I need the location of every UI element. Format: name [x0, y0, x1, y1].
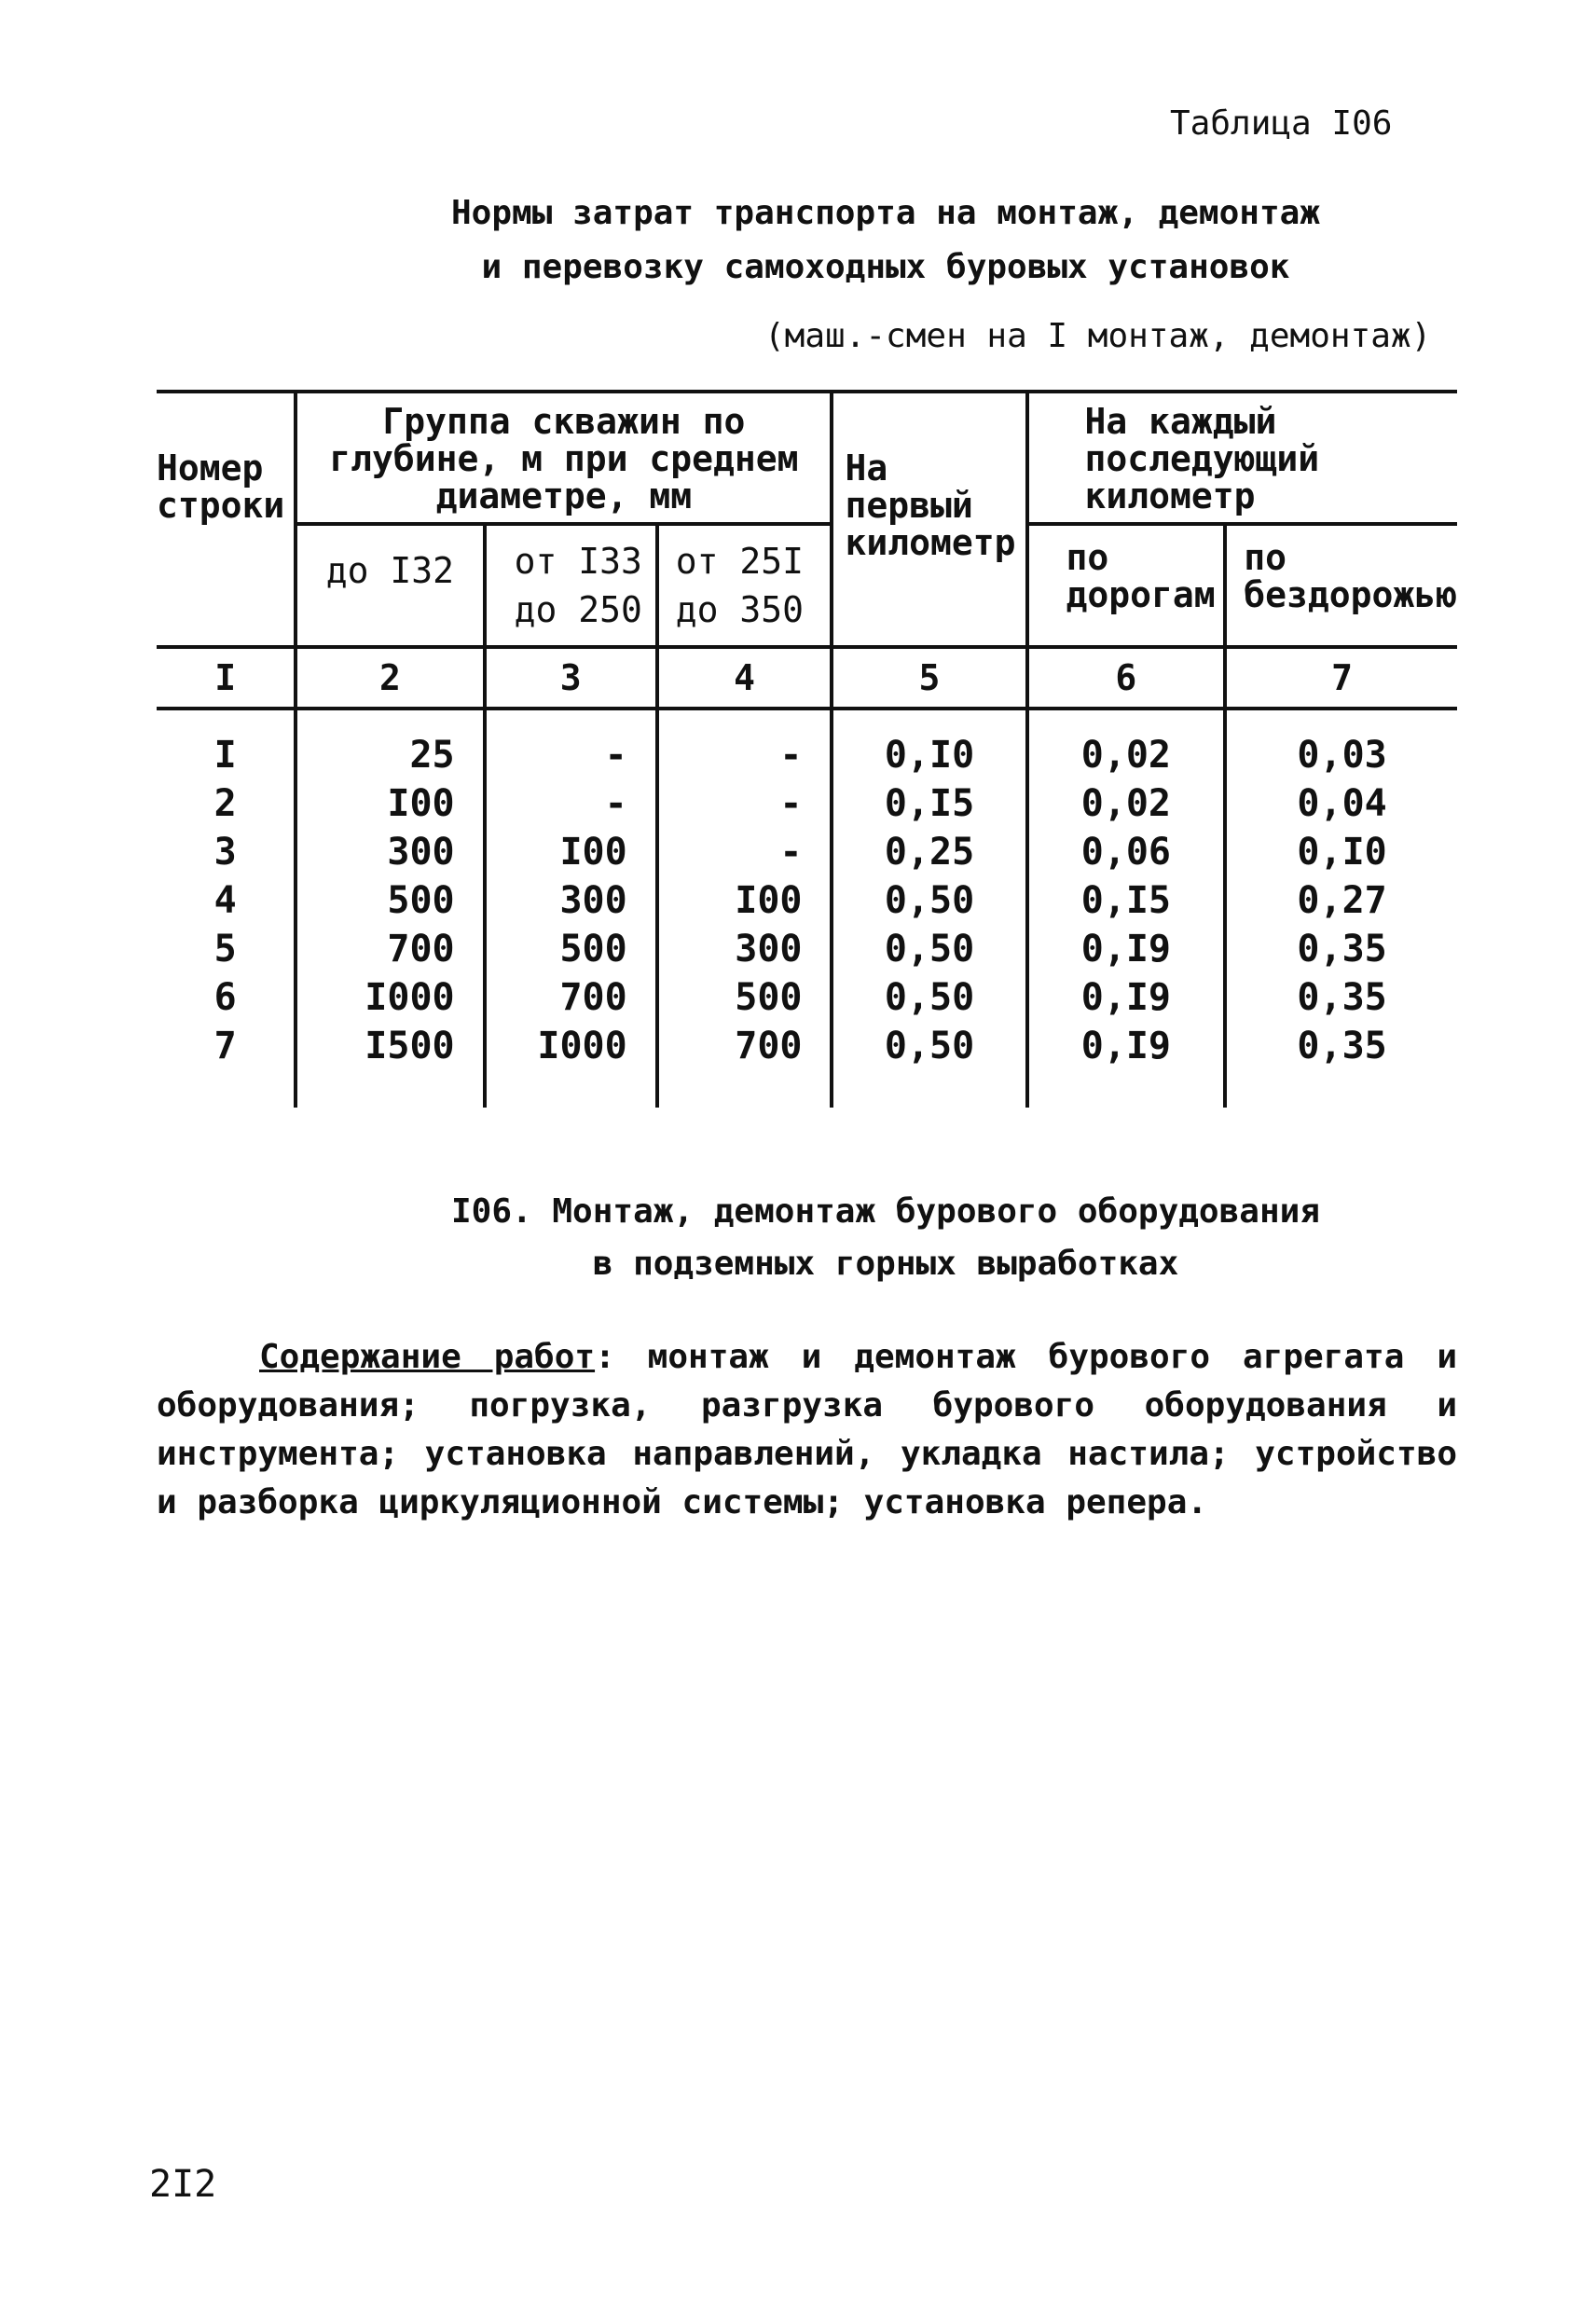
work-content-text: : монтаж и демонтаж бурового агрегата и оборудования; погрузка, разгрузка бурового оборудования и инструмента; установка направлений, укладка настила; устройство и разборка циркуляционной системы; установка репера. — [157, 1338, 1458, 1521]
cell-first-km: 0,25 — [832, 828, 1026, 876]
cell-first-km: 0,50 — [832, 925, 1026, 973]
header-row-number: Номер строки — [157, 447, 285, 526]
norms-table — [157, 390, 1457, 1108]
cell-first-km: 0,50 — [832, 973, 1026, 1022]
cell-d2: I00 — [485, 828, 657, 876]
cell-d2: - — [485, 779, 657, 828]
col-num-5: 5 — [832, 647, 1026, 709]
cell-by-roads: 0,I9 — [1027, 973, 1226, 1022]
cell-row-number: 3 — [213, 831, 237, 874]
col-num-7: 7 — [1225, 647, 1457, 709]
cell-offroad: 0,I0 — [1225, 828, 1457, 876]
table-row — [157, 779, 1457, 828]
cell-d1: 500 — [296, 876, 484, 925]
cell-d3: - — [657, 779, 832, 828]
header-d1: до I32 — [296, 524, 484, 647]
cell-offroad: 0,27 — [1225, 876, 1457, 925]
cell-offroad: 0,04 — [1225, 779, 1457, 828]
cell-by-roads: 0,02 — [1027, 779, 1226, 828]
cell-d2: 300 — [485, 876, 657, 925]
header-each-next-km: На каждый последующий километр — [1027, 392, 1457, 524]
cell-d1: 700 — [296, 925, 484, 973]
cell-d1: 25 — [296, 731, 484, 779]
cell-d2: I000 — [485, 1022, 657, 1070]
table-title-line-1: Нормы затрат транспорта на монтаж, демонтаж — [451, 194, 1320, 232]
cell-d2: 700 — [485, 973, 657, 1022]
col-num-3: 3 — [485, 647, 657, 709]
col-num-6: 6 — [1027, 647, 1226, 709]
table-row — [157, 973, 1457, 1022]
header-offroad: по бездорожью — [1225, 524, 1457, 647]
cell-first-km: 0,I0 — [832, 731, 1026, 779]
cell-d3: 500 — [657, 973, 832, 1022]
table-row — [157, 828, 1457, 876]
table-row — [157, 731, 1457, 779]
table-label: Таблица I06 — [1170, 104, 1393, 143]
cell-d3: 300 — [657, 925, 832, 973]
cell-first-km: 0,50 — [832, 1022, 1026, 1070]
cell-d3: - — [657, 828, 832, 876]
page-number: 2I2 — [149, 2163, 217, 2206]
header-d2: от I33 до 250 — [485, 524, 657, 647]
cell-d1: 300 — [296, 828, 484, 876]
cell-by-roads: 0,I9 — [1027, 1022, 1226, 1070]
header-by-roads: по дорогам — [1027, 524, 1226, 647]
cell-first-km: 0,50 — [832, 876, 1026, 925]
table-title-line-2: и перевозку самоходных буровых установок — [481, 248, 1290, 286]
cell-d1: I500 — [296, 1022, 484, 1070]
cell-row-number: 2 — [213, 782, 237, 825]
cell-by-roads: 0,I5 — [1027, 876, 1226, 925]
work-content-paragraph — [157, 1333, 1457, 1527]
unit-note: (маш.-смен на I монтаж, демонтаж) — [764, 317, 1432, 355]
cell-offroad: 0,35 — [1225, 973, 1457, 1022]
col-num-1: I — [214, 657, 237, 698]
cell-offroad: 0,03 — [1225, 731, 1457, 779]
cell-d1: I000 — [296, 973, 484, 1022]
cell-row-number: 7 — [213, 1025, 237, 1067]
section-title-line-2: в подземных горных выработках — [592, 1245, 1179, 1283]
cell-d2: - — [485, 731, 657, 779]
cell-row-number: I — [213, 734, 237, 777]
table-row — [157, 1022, 1457, 1070]
cell-d3: - — [657, 731, 832, 779]
cell-by-roads: 0,02 — [1027, 731, 1226, 779]
header-depth-group: Группа скважин по глубине, м при среднем диаметре, мм — [296, 392, 832, 524]
cell-by-roads: 0,06 — [1027, 828, 1226, 876]
table-row — [157, 925, 1457, 973]
cell-first-km: 0,I5 — [832, 779, 1026, 828]
table-row — [157, 876, 1457, 925]
cell-row-number: 4 — [213, 879, 237, 922]
cell-by-roads: 0,I9 — [1027, 925, 1226, 973]
work-content-label: Содержание работ — [259, 1338, 596, 1376]
col-num-2: 2 — [296, 647, 484, 709]
cell-d1: I00 — [296, 779, 484, 828]
header-d3: от 25I до 350 — [657, 524, 832, 647]
header-first-km: На первый километр — [832, 392, 1026, 647]
cell-d2: 500 — [485, 925, 657, 973]
cell-offroad: 0,35 — [1225, 1022, 1457, 1070]
cell-d3: 700 — [657, 1022, 832, 1070]
cell-row-number: 6 — [213, 976, 237, 1019]
section-title-line-1: I06. Монтаж, демонтаж бурового оборудования — [451, 1192, 1320, 1231]
cell-d3: I00 — [657, 876, 832, 925]
cell-row-number: 5 — [213, 928, 237, 971]
col-num-4: 4 — [657, 647, 832, 709]
cell-offroad: 0,35 — [1225, 925, 1457, 973]
